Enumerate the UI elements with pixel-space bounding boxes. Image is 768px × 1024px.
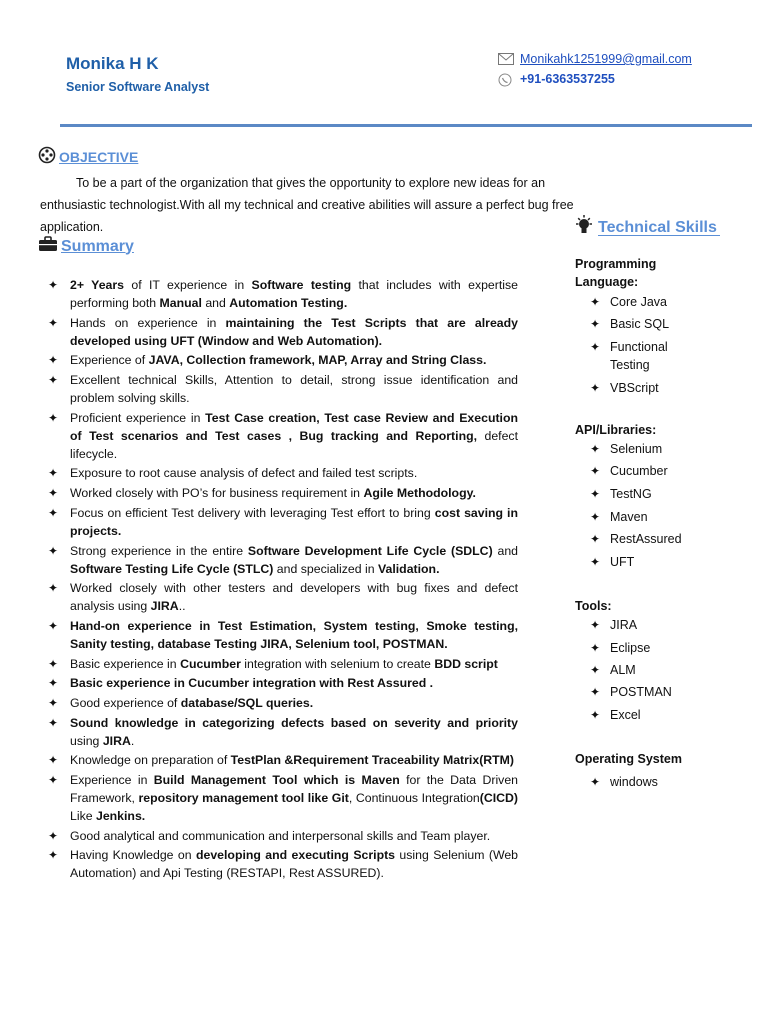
summary-item: ✦ Basic experience in Cucumber integration with selenium to create BDD script: [48, 656, 498, 671]
skill-label: TestNG: [610, 487, 652, 501]
summary-item: ✦ Hand-on experience in Test Estimation, System testing, Smoke testing, Sanity testing, database Testing JIRA, Selenium tool, POSTMAN.: [48, 618, 518, 651]
objective-title: OBJECTIVE: [59, 148, 139, 165]
os-group-title: Operating System: [575, 752, 682, 766]
bullet-star-icon: ✦: [48, 773, 59, 787]
summary-item: ✦ Sound knowledge in categorizing defects based on severity and priority using JIRA.: [48, 715, 518, 748]
skill-label: UFT: [610, 555, 635, 569]
bullet-star-icon: ✦: [590, 381, 601, 395]
skill-label: Basic SQL: [610, 317, 670, 331]
skills-heading: [574, 214, 717, 241]
briefcase-icon: [38, 236, 61, 257]
header-divider: [60, 124, 752, 127]
api-group-title: API/Libraries:: [575, 423, 657, 437]
skill-item: [590, 462, 730, 480]
skill-label: Eclipse: [610, 641, 651, 655]
email-link[interactable]: Monikahk1251999@gmail.com: [520, 52, 692, 66]
bullet-star-icon: ✦: [590, 532, 601, 546]
skill-item: [590, 773, 730, 791]
bullet-star-icon: ✦: [48, 278, 59, 292]
candidate-name: Monika H K: [66, 54, 159, 73]
bullet-star-icon: ✦: [48, 618, 59, 633]
bullet-star-icon: ✦: [590, 317, 601, 331]
skill-label: POSTMAN: [610, 685, 672, 699]
bullet-star-icon: ✦: [590, 708, 601, 722]
bullet-star-icon: ✦: [48, 410, 59, 425]
skill-label: Cucumber: [610, 464, 668, 478]
summary-item: ✦ Experience in Build Management Tool which is Maven for the Data Driven Framework, repository management tool like Git, Continuous Integration(CICD) Like Jenkins.: [48, 773, 519, 823]
candidate-role: Senior Software Analyst: [66, 80, 210, 94]
bullet-star-icon: ✦: [48, 848, 59, 863]
skill-label: Maven: [610, 510, 648, 524]
phone-icon: [498, 73, 514, 85]
skill-item: [590, 683, 730, 701]
skill-label: JIRA: [610, 618, 638, 632]
bullet-star-icon: ✦: [590, 487, 601, 501]
skill-label: ALM: [610, 663, 636, 677]
bullet-star-icon: ✦: [590, 641, 601, 655]
skill-item: [590, 706, 730, 724]
bullet-star-icon: ✦: [48, 715, 59, 730]
bullet-star-icon: ✦: [590, 618, 601, 632]
skills-title: Technical Skills: [598, 218, 717, 236]
skill-label: windows: [610, 775, 658, 789]
summary-item: ✦ Worked closely with PO’s for business requirement in Agile Methodology.: [48, 486, 476, 501]
skill-item: [590, 293, 730, 311]
summary-item: ✦ Worked closely with other testers and developers with bug fixes and defect analysis using JIRA..: [48, 581, 518, 614]
summary-heading: [38, 236, 134, 257]
summary-title: Summary: [61, 237, 134, 255]
target-icon: [38, 146, 59, 167]
bullet-star-icon: ✦: [48, 353, 59, 368]
skill-item: [590, 553, 730, 571]
skill-item: [590, 440, 730, 458]
summary-item: ✦ Proficient experience in Test Case creation, Test case Review and Execution of Test scenarios and Test cases , Bug tracking and Reporting, defect lifecycle.: [48, 410, 518, 461]
summary-item: ✦ Good analytical and communication and interpersonal skills and Team player.: [48, 828, 491, 843]
summary-item: ✦ Knowledge on preparation of TestPlan &Requirement Traceability Matrix(RTM): [48, 753, 515, 768]
skill-item: [590, 315, 730, 333]
skill-label: Functional Testing: [610, 340, 668, 372]
summary-list: [48, 276, 518, 884]
skill-item: [590, 661, 730, 679]
objective-heading: [38, 146, 138, 167]
bullet-star-icon: ✦: [48, 581, 59, 596]
bullet-star-icon: ✦: [48, 676, 59, 691]
skill-label: VBScript: [610, 381, 659, 395]
skill-item: [590, 379, 730, 397]
email-row: [498, 52, 692, 66]
skill-label: Excel: [610, 708, 641, 722]
bullet-star-icon: ✦: [48, 543, 59, 558]
phone-number: +91-6363537255: [520, 72, 615, 86]
bullet-star-icon: ✦: [590, 464, 601, 478]
bullet-star-icon: ✦: [590, 555, 601, 569]
skill-label: RestAssured: [610, 532, 682, 546]
bullet-star-icon: ✦: [48, 656, 59, 671]
bullet-star-icon: ✦: [590, 295, 601, 309]
bullet-star-icon: ✦: [48, 373, 59, 388]
bullet-star-icon: ✦: [48, 315, 59, 330]
phone-row: [498, 72, 615, 86]
bullet-star-icon: ✦: [48, 505, 59, 520]
skill-label: Core Java: [610, 295, 667, 309]
summary-item: ✦ 2+ Years of IT experience in Software testing that includes with expertise performing both Manual and Automation Testing.: [48, 278, 518, 310]
programming-group-title: Programming Language:: [575, 257, 657, 289]
bullet-star-icon: ✦: [590, 442, 601, 456]
skill-item: [590, 530, 730, 548]
bullet-star-icon: ✦: [590, 775, 601, 789]
skill-item: [590, 338, 690, 374]
skill-item: [590, 485, 730, 503]
objective-text: To be a part of the organization that gives the opportunity to explore new ideas for an enthusiastic technologist.With all my technical and creative abilities will assure a perfect bug free application.: [40, 176, 574, 234]
skill-label: Selenium: [610, 442, 663, 456]
bullet-star-icon: ✦: [590, 340, 601, 354]
skill-item: [590, 508, 730, 526]
summary-item: ✦ Strong experience in the entire Software Development Life Cycle (SDLC) and Software Testing Life Cycle (STLC) and specialized in Validation.: [48, 543, 519, 576]
lightbulb-icon: [574, 214, 598, 241]
skill-item: [590, 639, 730, 657]
bullet-star-icon: ✦: [48, 695, 59, 710]
bullet-star-icon: ✦: [590, 510, 601, 524]
summary-item: ✦ Focus on efficient Test delivery with leveraging Test effort to bring cost saving in projects.: [48, 505, 518, 538]
bullet-star-icon: ✦: [48, 753, 59, 768]
bullet-star-icon: ✦: [590, 685, 601, 699]
skills-underline: [598, 235, 720, 236]
summary-item: ✦ Experience of JAVA, Collection framework, MAP, Array and String Class.: [48, 353, 487, 368]
summary-item: ✦ Having Knowledge on developing and executing Scripts using Selenium (Web Automation) and Api Testing (RESTAPI, Rest ASSURED).: [48, 848, 519, 881]
bullet-star-icon: ✦: [48, 828, 59, 843]
summary-item: ✦ Basic experience in Cucumber integration with Rest Assured .: [48, 676, 434, 691]
summary-item: ✦ Hands on experience in maintaining the Test Scripts that are already developed using UFT (Window and Web Automation).: [48, 315, 518, 348]
tools-group-title: Tools:: [575, 599, 612, 613]
summary-item: ✦ Exposure to root cause analysis of defect and failed test scripts.: [48, 466, 418, 481]
summary-item: ✦ Good experience of database/SQL queries.: [48, 695, 314, 710]
bullet-star-icon: ✦: [590, 663, 601, 677]
skill-item: [590, 616, 730, 634]
bullet-star-icon: ✦: [48, 466, 59, 481]
envelope-icon: [498, 53, 514, 65]
summary-item: ✦ Excellent technical Skills, Attention to detail, strong issue identification and problem solving skills.: [48, 373, 518, 406]
bullet-star-icon: ✦: [48, 486, 59, 501]
